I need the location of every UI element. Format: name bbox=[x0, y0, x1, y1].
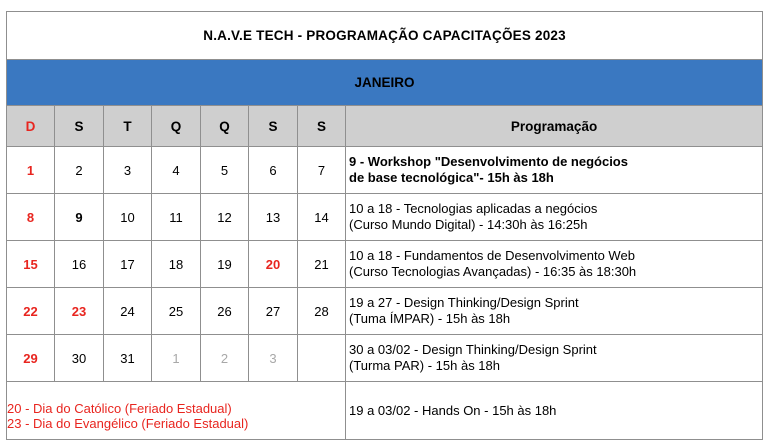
day-cell: 17 bbox=[104, 241, 152, 288]
month-header: JANEIRO bbox=[7, 60, 763, 106]
day-cell: 7 bbox=[298, 147, 346, 194]
week-row bbox=[7, 241, 763, 288]
program-cell bbox=[346, 288, 763, 335]
day-cell: 21 bbox=[298, 241, 346, 288]
day-cell: 10 bbox=[104, 194, 152, 241]
day-cell: 31 bbox=[104, 335, 152, 382]
day-cell: 16 bbox=[55, 241, 104, 288]
weekday-saturday: S bbox=[298, 106, 346, 147]
holiday-note: 23 - Dia do Evangélico (Feriado Estadual) bbox=[7, 415, 249, 431]
day-cell: 15 bbox=[7, 241, 55, 288]
weekday-thursday: Q bbox=[201, 106, 249, 147]
program-line: 10 a 18 - Tecnologias aplicadas a negócios bbox=[349, 201, 598, 216]
program-line: 19 a 27 - Design Thinking/Design Sprint bbox=[349, 295, 579, 310]
day-cell: 6 bbox=[249, 147, 298, 194]
day-cell: 14 bbox=[298, 194, 346, 241]
day-cell: 2 bbox=[55, 147, 104, 194]
day-cell: 23 bbox=[55, 288, 104, 335]
day-cell: 1 bbox=[7, 147, 55, 194]
day-cell: 1 bbox=[152, 335, 201, 382]
day-cell: 2 bbox=[201, 335, 249, 382]
day-cell: 3 bbox=[104, 147, 152, 194]
program-line: (Turma PAR) - 15h às 18h bbox=[349, 358, 500, 373]
day-cell: 18 bbox=[152, 241, 201, 288]
day-cell: 13 bbox=[249, 194, 298, 241]
program-line: de base tecnológica"- 15h às 18h bbox=[349, 170, 554, 185]
day-cell: 9 bbox=[55, 194, 104, 241]
program-cell bbox=[346, 147, 763, 194]
weekday-sunday: D bbox=[7, 106, 55, 147]
week-row bbox=[7, 147, 763, 194]
schedule-table bbox=[6, 11, 763, 440]
week-row bbox=[7, 335, 763, 382]
week-row bbox=[7, 288, 763, 335]
weekday-header-row bbox=[7, 106, 763, 147]
day-cell: 5 bbox=[201, 147, 249, 194]
day-cell: 27 bbox=[249, 288, 298, 335]
day-cell: 19 bbox=[201, 241, 249, 288]
program-header: Programação bbox=[346, 106, 763, 147]
program-line: (Tuma ÍMPAR) - 15h às 18h bbox=[349, 311, 511, 326]
program-cell bbox=[346, 241, 763, 288]
day-cell: 12 bbox=[201, 194, 249, 241]
holiday-note: 20 - Dia do Católico (Feriado Estadual) bbox=[7, 400, 232, 416]
program-cell bbox=[346, 335, 763, 382]
day-cell: 8 bbox=[7, 194, 55, 241]
day-cell: 29 bbox=[7, 335, 55, 382]
weekday-monday: S bbox=[55, 106, 104, 147]
day-cell: 25 bbox=[152, 288, 201, 335]
program-line: (Curso Mundo Digital) - 14:30h às 16:25h bbox=[349, 217, 588, 232]
holidays-cell bbox=[7, 382, 346, 440]
page-title: N.A.V.E TECH - PROGRAMAÇÃO CAPACITAÇÕES 2023 bbox=[7, 12, 763, 60]
day-cell: 20 bbox=[249, 241, 298, 288]
day-cell: 28 bbox=[298, 288, 346, 335]
week-row bbox=[7, 194, 763, 241]
program-line: 30 a 03/02 - Design Thinking/Design Sprint bbox=[349, 342, 597, 357]
program-cell bbox=[346, 194, 763, 241]
program-line: 10 a 18 - Fundamentos de Desenvolvimento Web bbox=[349, 248, 635, 263]
day-cell: 24 bbox=[104, 288, 152, 335]
weekday-wednesday: Q bbox=[152, 106, 201, 147]
weekday-tuesday: T bbox=[104, 106, 152, 147]
day-cell: 3 bbox=[249, 335, 298, 382]
program-line: 9 - Workshop "Desenvolvimento de negócios bbox=[349, 154, 628, 169]
program-cell: 19 a 03/02 - Hands On - 15h às 18h bbox=[346, 382, 763, 440]
footer-row bbox=[7, 382, 763, 440]
weekday-friday: S bbox=[249, 106, 298, 147]
day-cell: 11 bbox=[152, 194, 201, 241]
day-cell: 26 bbox=[201, 288, 249, 335]
program-line: (Curso Tecnologias Avançadas) - 16:35 às 18:30h bbox=[349, 264, 637, 279]
day-cell bbox=[298, 335, 346, 382]
day-cell: 22 bbox=[7, 288, 55, 335]
day-cell: 4 bbox=[152, 147, 201, 194]
day-cell: 30 bbox=[55, 335, 104, 382]
